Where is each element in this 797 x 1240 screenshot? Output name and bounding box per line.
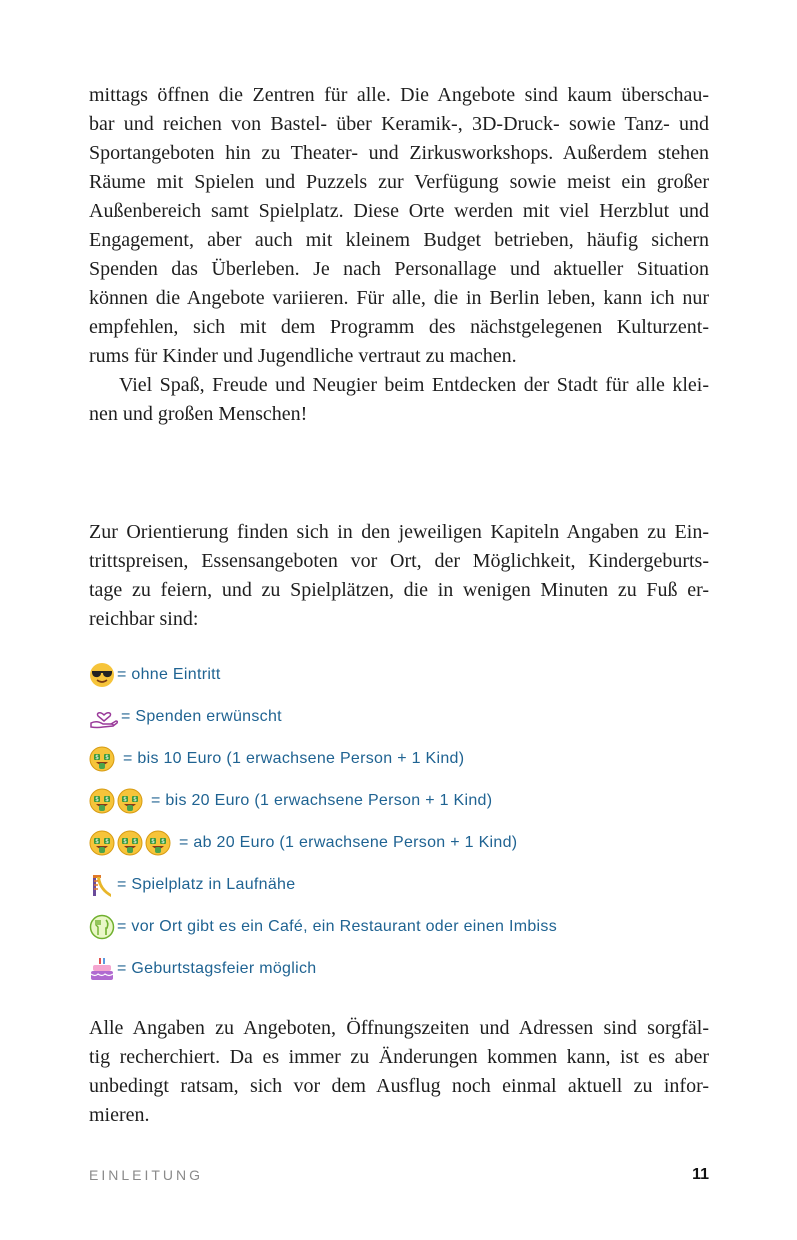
legend-text: = bis 20 Euro (1 erwachsene Person + 1 Kind) — [151, 792, 493, 809]
legend-text: = ohne Eintritt — [117, 666, 221, 683]
legend-item-donation — [89, 703, 282, 731]
text-line: Engagement, aber auch mit kleinem Budget betrieben, häufig sichern — [89, 229, 709, 251]
text-line: trittspreisen, Essensangeboten vor Ort, der Möglichkeit, Kindergeburts- — [89, 550, 709, 572]
sunglasses-face-icon — [89, 662, 115, 688]
text-line: tig recherchiert. Da es immer zu Änderungen kommen kann, ist es aber — [89, 1046, 709, 1068]
legend-item-price-10 — [89, 745, 464, 773]
legend-text: = vor Ort gibt es ein Café, ein Restaurant oder einen Imbiss — [117, 918, 557, 935]
text-line: nen und großen Menschen! — [89, 403, 308, 425]
legend-item-birthday — [89, 955, 316, 983]
closing-paragraph — [89, 1014, 709, 1130]
legend-text: = Spielplatz in Laufnähe — [117, 876, 296, 893]
money-face-icon — [117, 788, 143, 814]
money-face-icon — [89, 830, 115, 856]
text-line: können die Angebote variieren. Für alle, die in Berlin leben, kann ich nur — [89, 287, 709, 309]
money-face-icon — [89, 746, 115, 772]
legend-text: = ab 20 Euro (1 erwachsene Person + 1 Kind) — [179, 834, 518, 851]
text-line: Sportangeboten hin zu Theater- und Zirkusworkshops. Außerdem stehen — [89, 142, 709, 164]
text-line: unbedingt ratsam, sich vor dem Ausflug noch einmal aktuell zu infor- — [89, 1075, 709, 1097]
text-line: mieren. — [89, 1104, 150, 1126]
legend-item-price-over-20 — [89, 829, 517, 857]
text-line: Räume mit Spielen und Puzzels zur Verfügung sowie meist ein großer — [89, 171, 709, 193]
text-line: empfehlen, sich mit dem Programm des nächstgelegenen Kulturzent- — [89, 316, 709, 338]
legend-text: = Geburtstagsfeier möglich — [117, 960, 317, 977]
text-line: Spenden das Überleben. Je nach Personallage und aktueller Situation — [89, 258, 709, 280]
text-line: reichbar sind: — [89, 608, 199, 630]
text-line: Alle Angaben zu Angeboten, Öffnungszeiten und Adressen sind sorgfäl- — [89, 1017, 709, 1039]
text-line: rums für Kinder und Jugendliche vertraut zu machen. — [89, 345, 517, 367]
money-face-icon — [117, 830, 143, 856]
birthday-cake-icon — [89, 956, 115, 982]
money-face-icon — [89, 788, 115, 814]
intro-paragraph — [89, 81, 709, 429]
legend-item-price-20 — [89, 787, 492, 815]
legend-item-free — [89, 661, 221, 689]
money-face-icon — [145, 830, 171, 856]
page-number: 11 — [692, 1166, 709, 1183]
orientation-paragraph — [89, 518, 709, 634]
slide-icon — [89, 872, 115, 898]
heart-hand-icon — [89, 704, 119, 730]
text-line: Zur Orientierung finden sich in den jeweiligen Kapiteln Angaben zu Ein- — [89, 521, 709, 543]
legend-item-playground — [89, 871, 295, 899]
legend-text: = Spenden erwünscht — [121, 708, 282, 725]
text-line: Viel Spaß, Freude und Neugier beim Entdecken der Stadt für alle klei- — [119, 374, 709, 396]
text-line: Außenbereich samt Spielplatz. Diese Orte werden mit viel Herzblut und — [89, 200, 709, 222]
text-line: tage zu feiern, und zu Spielplätzen, die in wenigen Minuten zu Fuß er- — [89, 579, 709, 601]
legend-text: = bis 10 Euro (1 erwachsene Person + 1 Kind) — [123, 750, 465, 767]
fork-knife-icon — [89, 914, 115, 940]
legend-item-food — [89, 913, 557, 941]
running-footer-section: EINLEITUNG — [89, 1167, 204, 1183]
text-line: mittags öffnen die Zentren für alle. Die Angebote sind kaum überschau- — [89, 84, 709, 106]
text-line: bar und reichen von Bastel- über Keramik-, 3D-Druck- sowie Tanz- und — [89, 113, 709, 135]
